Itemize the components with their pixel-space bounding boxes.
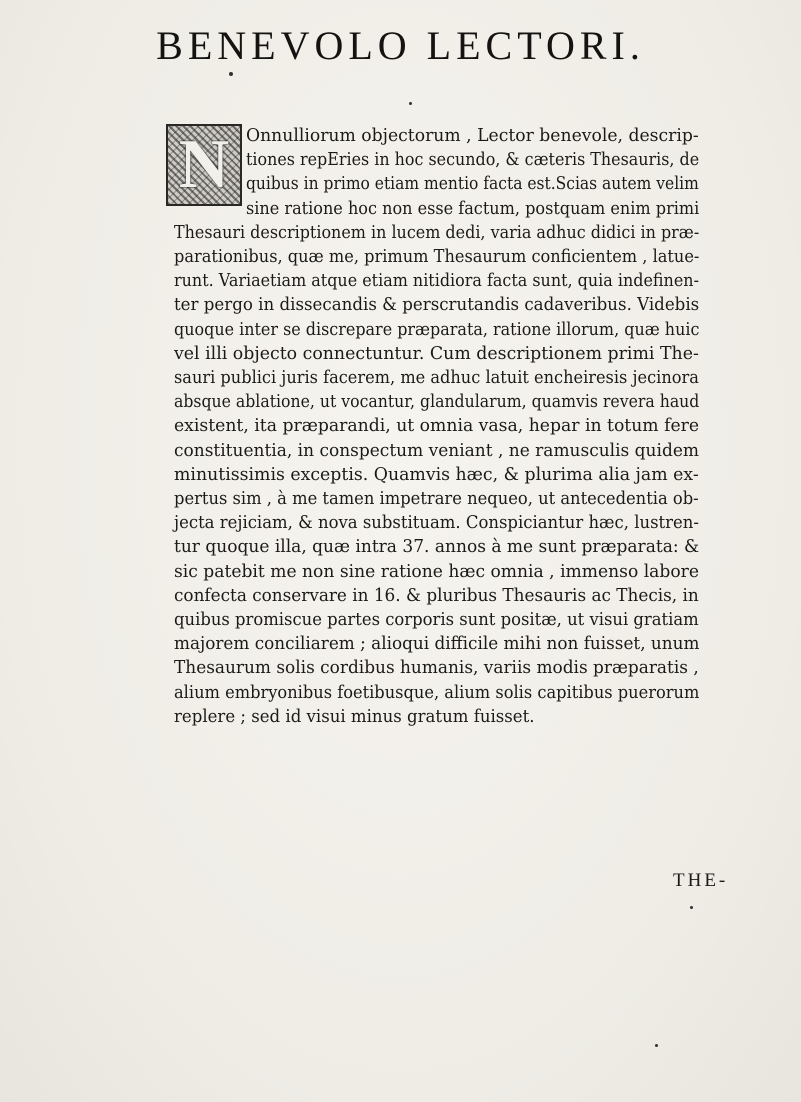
text-line: jecta rejiciam, & nova substituam. Conspiciantur hæc, lustren- — [174, 512, 699, 534]
text-line: quibus promiscue partes corporis sunt positæ, ut visui gratiam — [174, 609, 699, 630]
text-line: ter pergo in dissecandis & perscrutandis cadaveribus. Videbis — [174, 294, 700, 316]
text-line: quibus in primo etiam mentio facta est.Scias autem velim — [246, 173, 699, 195]
text-line: confecta conservare in 16. & pluribus Thesauris ac Thecis, in — [174, 584, 699, 606]
text-line: existent, ita præparandi, ut omnia vasa, hepar in totum fere — [174, 415, 700, 437]
text-line: Onnulliorum objectorum , Lector benevole, descrip- — [246, 125, 699, 146]
text-line: quoque inter se discrepare præparata, ratione illorum, quæ huic — [174, 318, 700, 340]
text-line: constituentia, in conspectum veniant , ne ramusculis quidem — [174, 439, 700, 461]
text-line: Thesauri descriptionem in lucem dedi, varia adhuc didici in præ- — [174, 221, 700, 243]
page-heading: BENEVOLO LECTORI. — [156, 23, 645, 68]
text-line: alium embryonibus foetibusque, alium solis capitibus puerorum — [174, 681, 700, 703]
text-line: majorem conciliarem ; alioqui difficile mihi non fuisset, unum — [174, 633, 700, 655]
text-line: sic patebit me non sine ratione hæc omnia , immenso labore — [174, 560, 699, 582]
ornamental-initial — [166, 124, 242, 206]
text-line: vel illi objecto connectuntur. Cum descriptionem primi The- — [174, 342, 699, 364]
initial-letter: N — [178, 126, 230, 203]
text-line: minutissimis exceptis. Quamvis hæc, & plurima alia jam ex- — [174, 463, 699, 485]
text-line: replere ; sed id visui minus gratum fuisset. — [174, 705, 535, 727]
text-line: tur quoque illa, quæ intra 37. annos à me sunt præparata: & — [174, 536, 700, 558]
text-line: parationibus, quæ me, primum Thesaurum conficientem , latue- — [174, 246, 700, 267]
ink-speck — [229, 72, 233, 76]
ink-speck — [409, 102, 412, 105]
catchword: THE- — [673, 870, 729, 891]
text-line: Thesaurum solis cordibus humanis, variis modis præparatis , — [174, 657, 699, 679]
ink-speck — [655, 1044, 658, 1047]
ink-speck — [690, 906, 693, 909]
text-line: absque ablatione, ut vocantur, glandularum, quamvis revera haud — [174, 391, 700, 413]
text-line: tiones repEries in hoc secundo, & cæteris Thesauris, de — [246, 149, 700, 171]
text-line: sauri publici juris facerem, me adhuc latuit encheiresis jecinora — [174, 367, 699, 388]
text-line: runt. Variaetiam atque etiam nitidiora facta sunt, quia indefinen- — [174, 270, 699, 292]
text-line: sine ratione hoc non esse factum, postquam enim primi — [246, 197, 700, 219]
text-line: pertus sim , à me tamen impetrare nequeo, ut antecedentia ob- — [174, 488, 699, 509]
